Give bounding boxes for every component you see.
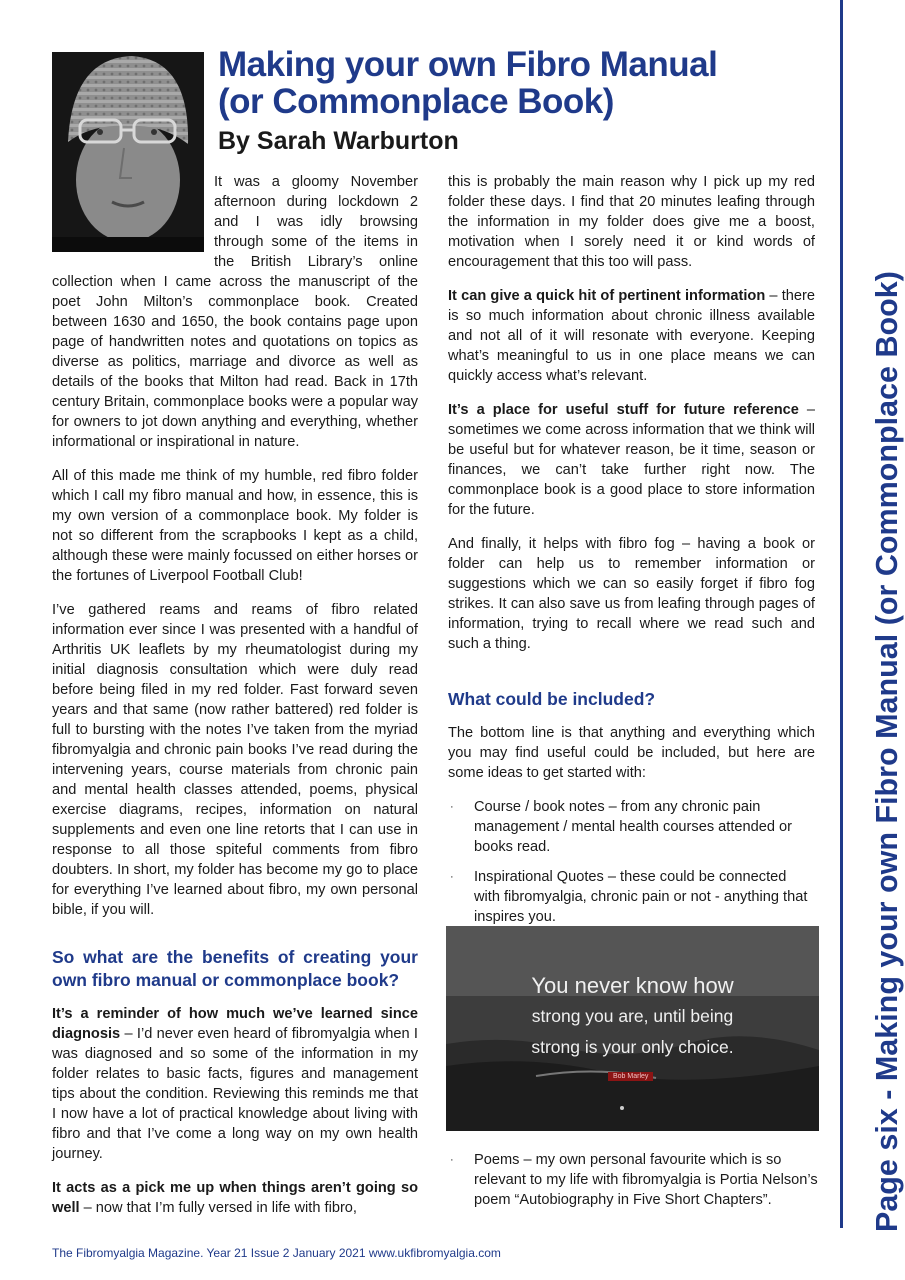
list-item <box>448 797 815 857</box>
benefit-pick-me-up <box>52 1178 418 1218</box>
sidebar-rule <box>840 0 843 1228</box>
benefit-quick-hit-text: – there is so much information about chronic illness available and not all of it will resonate with everyone. Keeping what’s meaningful to us in one place means we can quickly access what’s relevant. <box>448 288 815 384</box>
bullet-mark: · <box>450 1154 454 1166</box>
quote-text <box>446 970 819 1063</box>
poems-item <box>448 1150 818 1220</box>
quote-line-1: You never know how <box>531 973 734 998</box>
benefit-quick-hit <box>448 286 815 386</box>
included-heading: What could be included? <box>448 689 656 709</box>
footer: The Fibromyalgia Magazine. Year 21 Issue 2 January 2021 www.ukfibromyalgia.com <box>52 1246 501 1260</box>
folder-paragraph: All of this made me think of my humble, red fibro folder which I call my fibro manual and how, in essence, this is my own version of a commonplace book. My folder is not so different from the scrapbooks I kept as a child, although these were mainly focussed on either horses or the fortunes of Liverpool Football Club! <box>52 468 418 584</box>
benefit-reminder-lead: It’s a reminder of how much we’ve learned since diagnosis <box>52 1006 418 1042</box>
photo-wrap-spacer <box>52 172 214 272</box>
benefit-future-reference <box>448 400 815 520</box>
benefits-heading: So what are the benefits of creating your own fibro manual or commonplace book? <box>52 947 418 990</box>
list-item <box>448 867 815 927</box>
reams-paragraph: I’ve gathered reams and reams of fibro related information ever since I was presented with a handful of Arthritis UK leaflets by my rheumatologist during my initial diagnosis consultation which were duly read before being filed in my red folder. Fast forward seven years and that same (now rather battered) red folder is full to bursting with the notes I’ve taken from the myriad fibromyalgia and chronic pain books I’ve read during the intervening years, course materials from chronic pain and mental health classes attended, poems, physical exercise diagrams, recipes, information on natural supplements and even one line retorts that I can use in response to all those spiteful comments from fibro doubters. In short, my folder has become my go to place for everything I’ve learned about fibro, my own personal bible, if you will. <box>52 602 418 918</box>
bullet-mark: · <box>450 801 454 813</box>
bottom-line-paragraph: The bottom line is that anything and everything which you may find useful could be included, but here are some ideas to get started with: <box>448 725 815 781</box>
right-column <box>448 172 815 941</box>
list-item <box>448 1150 818 1210</box>
benefit-future-reference-lead: It’s a place for useful stuff for future reference <box>448 402 799 418</box>
list-item-text: Inspirational Quotes – these could be connected with fibromyalgia, chronic pain or not - anything that inspires you. <box>474 869 808 925</box>
quote-image <box>446 926 819 1131</box>
list-item-text: Poems – my own personal favourite which is so relevant to my life with fibromyalgia is Portia Nelson’s poem “Autobiography in Five Short Chapters”. <box>474 1152 818 1208</box>
benefit-pick-me-up-text: – now that I’m fully versed in life with fibro, <box>79 1200 357 1216</box>
title-line-2: (or Commonplace Book) <box>218 82 614 121</box>
quote-line-2: strong you are, until being <box>531 1006 734 1026</box>
title-line-1: Making your own Fibro Manual <box>218 45 718 84</box>
benefit-pick-me-up-lead: It acts as a pick me up when things aren’t going so well <box>52 1180 418 1216</box>
benefit-quick-hit-lead: It can give a quick hit of pertinent information <box>448 288 766 304</box>
benefit-future-reference-text: – sometimes we come across information that we think will be useful but for whatever reason, be it time, season or finances, we can’t take further right now. The commonplace book is a good place to store information for the future. <box>448 402 815 518</box>
benefit-reminder-text: – I’d never even heard of fibromyalgia when I was diagnosed and so some of the information in my folder relates to basic facts, figures and management tips about the condition. Reviewing this reminds me that I now have a lot of practical knowledge about living with fibro and that I’ve come a long way on my own health journey. <box>52 1026 418 1162</box>
quote-line-3: strong is your only choice. <box>531 1037 734 1057</box>
continued-paragraph: this is probably the main reason why I pick up my red folder these days. I find that 20 minutes leafing through the information in my folder does give me a boost, motivation when I sorely need it or kind words of encouragement that this too will pass. <box>448 174 815 270</box>
list-item-text: Course / book notes – from any chronic pain management / mental health courses attended or books read. <box>474 799 793 855</box>
intro-paragraph: It was a gloomy November afternoon during lockdown 2 and I was idly browsing through some of the items in the British Library’s online collection when I came across the manuscript of the poet John Milton’s commonplace book. Created between 1630 and 1650, the book contains page upon page of handwritten notes and quotations on topics as diverse as politics, marriage and divorce as well as details of the books that Milton had read. Back in 17th century Britain, commonplace books were a popular way for owners to jot down anything and everything, whether informational or inspirational in nature. <box>52 174 418 450</box>
byline: By Sarah Warburton <box>218 127 459 155</box>
quote-author: Bob Marley <box>608 1072 653 1081</box>
left-column <box>52 172 418 1232</box>
sidebar-title: Page six - Making your own Fibro Manual (or Commonplace Book) <box>870 271 904 1232</box>
benefit-reminder <box>52 1004 418 1164</box>
bullet-mark: · <box>450 871 454 883</box>
ideas-list <box>448 797 815 927</box>
article-title <box>218 46 818 120</box>
fibro-fog-paragraph: And finally, it helps with fibro fog – having a book or folder can help us to remember information or suggestions which we can so easily forget if fibro fog strikes. It can also save us from leafing through pages of information, trying to recall where we read such and such a thing. <box>448 536 815 652</box>
poems-list <box>448 1150 818 1210</box>
